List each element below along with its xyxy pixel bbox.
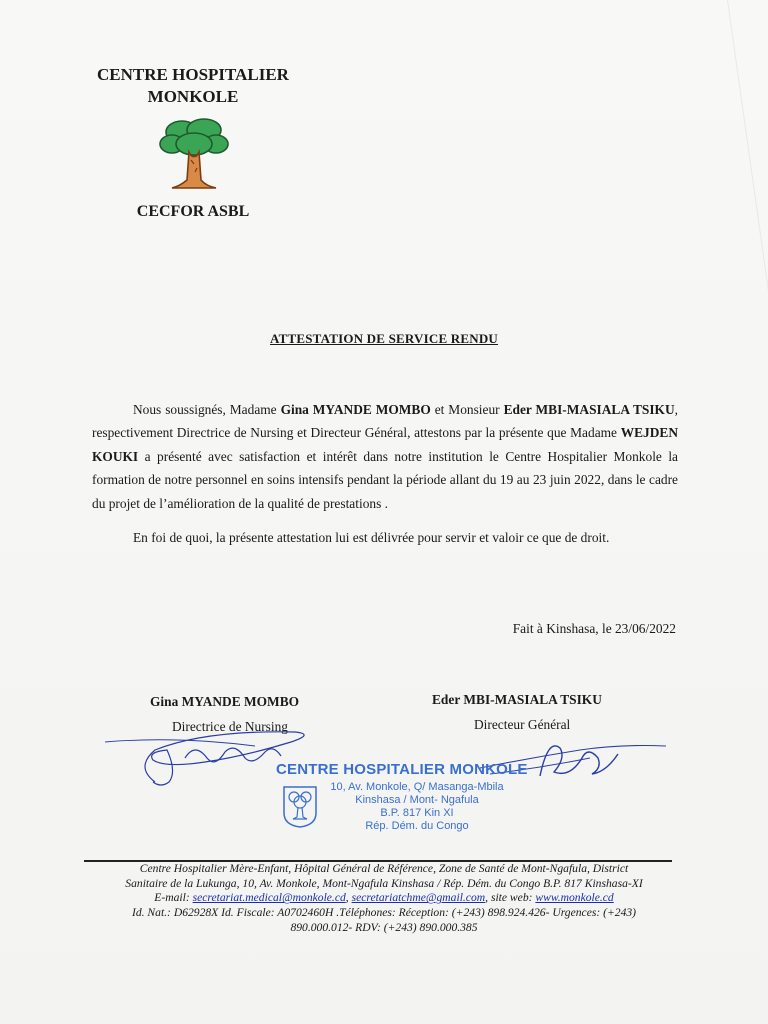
- signatory-name-2: Eder MBI-MASIALA TSIKU: [503, 402, 675, 417]
- footer-line-4: Id. Nat.: D62928X Id. Fiscale: A0702460H .Téléphones: Réception: (+243) 898.924.426- Urgences: (+243): [131, 906, 637, 920]
- tree-logo-icon: [158, 116, 230, 194]
- stamp-title: CENTRE HOSPITALIER MONKOLE: [276, 761, 528, 778]
- p1-part-c: , respectivement Directrice de Nursing et Directeur Général, attestons par la présente que Madame: [92, 402, 678, 441]
- p1-part-a: Nous soussignés, Madame: [133, 402, 281, 417]
- stamp-tree-icon: [280, 783, 320, 829]
- email-link-1[interactable]: secretariat.medical@monkole.cd: [192, 891, 346, 905]
- website-link[interactable]: www.monkole.cd: [535, 891, 614, 905]
- right-signatory-name: Eder MBI-MASIALA TSIKU: [432, 692, 602, 707]
- right-handwritten-signature: [470, 728, 670, 788]
- body-text: [92, 398, 678, 549]
- stamp-line-4: Rép. Dém. du Congo: [365, 820, 469, 832]
- p1-part-b: et Monsieur: [430, 402, 504, 417]
- footer-line-2: Sanitaire de la Lukunga, 10, Av. Monkole, Mont-Ngafula Kinshasa / Rép. Dém. du Congo B.P. 817 Kinshasa-XI: [125, 876, 643, 890]
- organization-name: [76, 64, 310, 108]
- place-date: Fait à Kinshasa, le 23/06/2022: [512, 621, 676, 636]
- email-separator: ,: [345, 891, 352, 905]
- organization-name-line1: CENTRE HOSPITALIER: [97, 65, 289, 84]
- organization-name-line2: MONKOLE: [147, 87, 239, 106]
- paragraph-1: [92, 398, 678, 515]
- cecfor-label: CECFOR ASBL: [136, 203, 250, 220]
- document-title: ATTESTATION DE SERVICE RENDU: [270, 331, 498, 346]
- footer-line-3: [84, 891, 684, 906]
- left-signatory-name: Gina MYANDE MOMBO: [150, 694, 300, 709]
- left-signatory-role: Directrice de Nursing: [172, 719, 289, 734]
- p1-part-d: a présenté avec satisfaction et intérêt dans notre institution le Centre Hospitalier Monkole la formation de notre personnel en soins intensifs pendant la période allant du 19 au 23 juin 2022, dans le cadre du projet de l’amélioration de la qualité de prestations .: [92, 448, 678, 511]
- footer: [84, 862, 684, 936]
- stamp-address: [322, 781, 512, 833]
- beneficiary-name: WEJDEN KOUKI: [92, 425, 678, 464]
- stamp-line-3: B.P. 817 Kin XI: [380, 807, 454, 819]
- stamp-line-1: 10, Av. Monkole, Q/ Masanga-Mbila: [330, 781, 504, 793]
- footer-line-1: Centre Hospitalier Mère-Enfant, Hôpital Général de Référence, Zone de Santé de Mont-Ngafula, District: [139, 862, 629, 875]
- email-link-2[interactable]: secretariatchme@gmail.com: [351, 891, 486, 905]
- signatory-name-1: Gina MYANDE MOMBO: [280, 402, 431, 417]
- paragraph-2: En foi de quoi, la présente attestation lui est délivrée pour servir et valoir ce que de droit.: [133, 530, 610, 546]
- stamp-line-2: Kinshasa / Mont- Ngafula: [355, 794, 479, 806]
- web-label: , site web:: [485, 891, 536, 905]
- footer-line-5: 890.000.012- RDV: (+243) 890.000.385: [290, 920, 478, 934]
- email-label: E-mail:: [154, 891, 193, 905]
- left-handwritten-signature: [95, 712, 325, 792]
- right-signatory-role: Directeur Général: [474, 717, 571, 732]
